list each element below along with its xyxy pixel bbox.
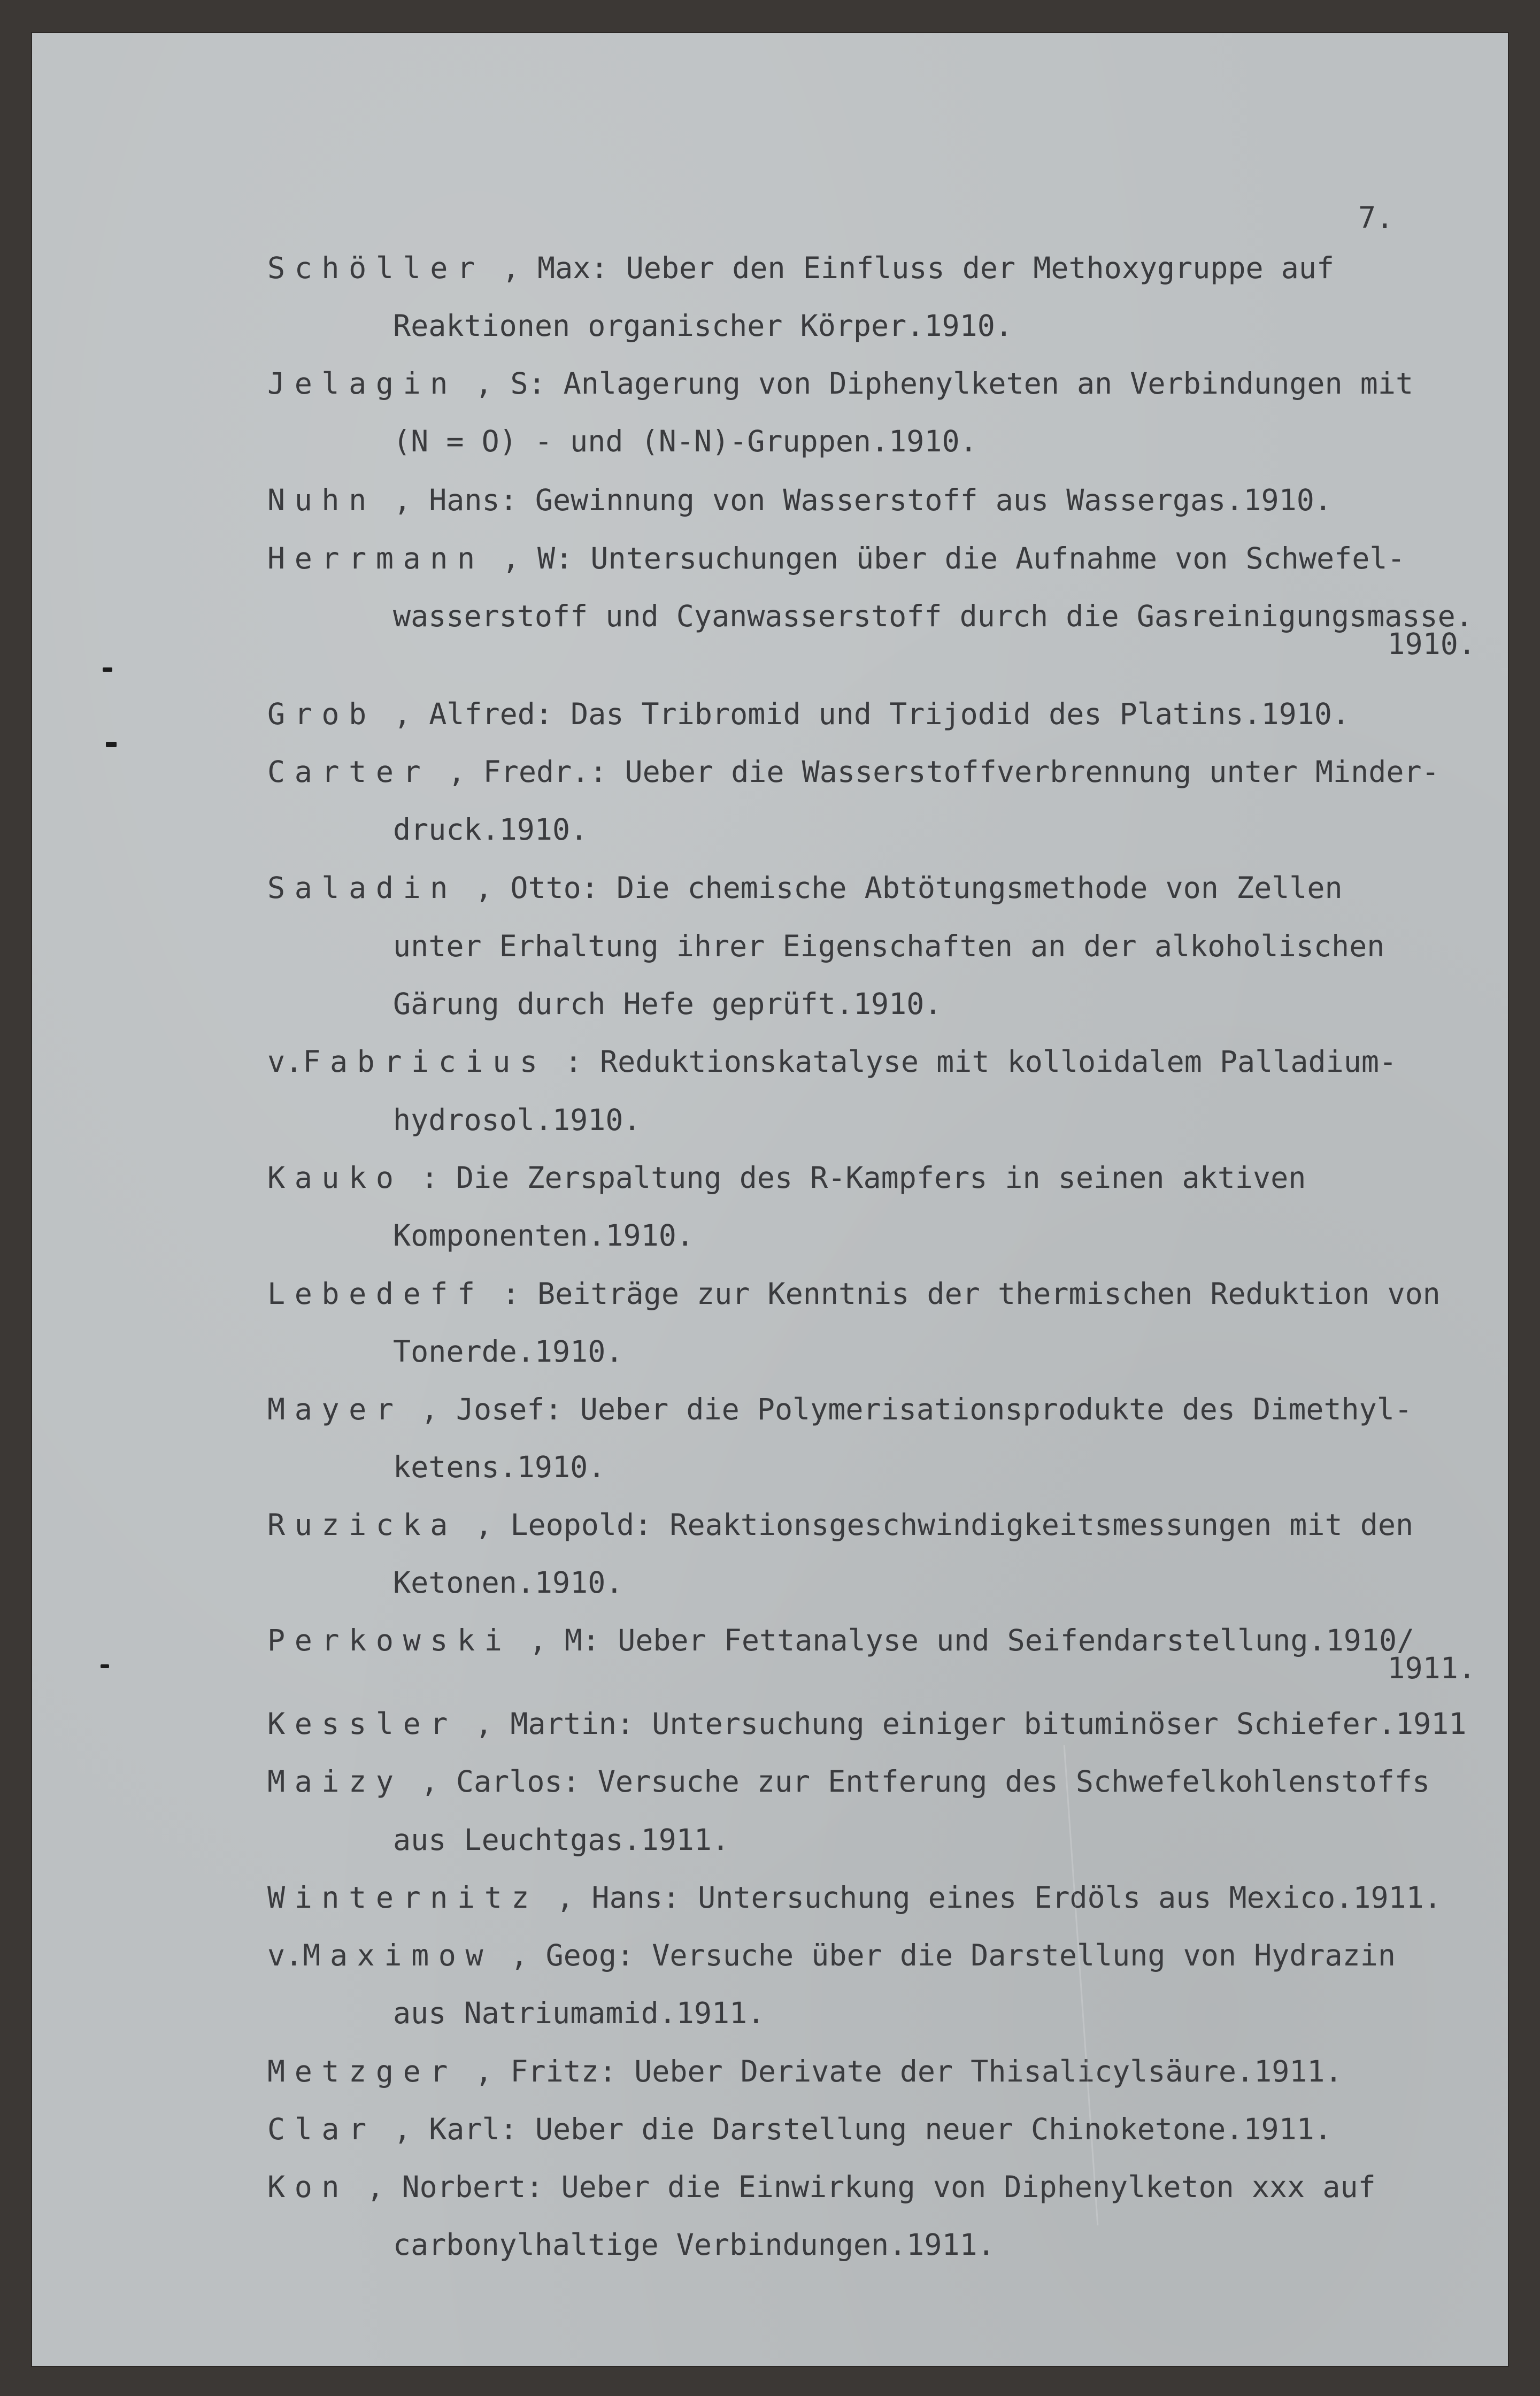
entry-continuation: carbonylhaltige Verbindungen.1911. (393, 2228, 995, 2262)
entry-heading (267, 757, 1439, 787)
entry-heading (267, 1938, 1396, 1972)
author-surname: Kauko (267, 1161, 403, 1195)
entry-continuation: unter Erhaltung ihrer Eigenschaften an der alkoholischen (393, 929, 1385, 963)
entry-heading (267, 1510, 1413, 1540)
entry-title: , Hans: Gewinnung von Wasserstoff aus Wassergas.1910. (375, 483, 1332, 517)
author-surname: Lebedeff (267, 1277, 484, 1311)
entry-continuation: ketens.1910. (393, 1450, 606, 1484)
entry-title: , Alfred: Das Tribromid und Trijodid des Platins.1910. (375, 697, 1350, 731)
entry-title: , Geog: Versuche über die Darstellung von Hydrazin (492, 1938, 1396, 1972)
author-surname: Carter (267, 755, 430, 789)
entry-title: , Josef: Ueber die Polymerisationsprodukte des Dimethyl- (403, 1392, 1413, 1426)
entry-heading (267, 1709, 1466, 1739)
name-prefix: v. (267, 1045, 303, 1079)
entry-heading (267, 2112, 1332, 2146)
entry-title: , Max: Ueber den Einfluss der Methoxygruppe auf (484, 251, 1335, 285)
entry-title: , W: Untersuchungen über die Aufnahme von Schwefel- (484, 541, 1405, 575)
entry-continuation: wasserstoff und Cyanwasserstoff durch die Gasreinigungsmasse. (393, 599, 1473, 633)
entry-title: : Die Zerspaltung des R-Kampfers in seinen aktiven (403, 1161, 1306, 1195)
author-surname: Perkowski (267, 1623, 512, 1657)
entry-title: , Leopold: Reaktionsgeschwindigkeitsmessungen mit den (457, 1508, 1414, 1542)
entry-heading (267, 1163, 1306, 1193)
entry-heading (267, 1880, 1442, 1915)
author-surname: Kon (267, 2170, 349, 2204)
author-surname: Kessler (267, 1707, 457, 1741)
entry-heading (267, 366, 1414, 401)
entry-title: , M: Ueber Fettanalyse und Seifendarstellung.1910/ (511, 1623, 1415, 1657)
name-prefix: v. (267, 1938, 303, 1972)
author-surname: Metzger (267, 2054, 457, 2088)
entry-continuation: Komponenten.1910. (393, 1218, 694, 1253)
entry-heading (267, 1623, 1415, 1657)
entry-continuation: druck.1910. (393, 812, 588, 847)
entry-title: : Reduktionskatalyse mit kolloidalem Palladium- (546, 1045, 1397, 1079)
entry-continuation: Ketonen.1910. (393, 1565, 623, 1600)
author-surname: Nuhn (267, 483, 376, 517)
entry-title: , Karl: Ueber die Darstellung neuer Chinoketone.1911. (375, 2112, 1332, 2146)
entry-title: , S: Anlagerung von Diphenylketen an Verbindungen mit (457, 366, 1414, 401)
entry-title: , Fredr.: Ueber die Wasserstoffverbrennung unter Minder- (430, 755, 1439, 789)
entry-continuation: Gärung durch Hefe geprüft.1910. (393, 987, 942, 1021)
entry-continuation: aus Leuchtgas.1911. (393, 1823, 730, 1857)
entry-title: , Martin: Untersuchung einiger bituminöser Schiefer.1911 (457, 1707, 1467, 1741)
entry-heading (267, 1279, 1441, 1309)
author-surname: Clar (267, 2112, 376, 2146)
entry-heading (267, 2054, 1343, 2088)
entry-heading (267, 251, 1335, 285)
margin-mark (103, 667, 112, 672)
author-surname: Ruzicka (267, 1508, 457, 1542)
entry-title: , Carlos: Versuche zur Entferung des Schwefelkohlenstoffs (403, 1764, 1430, 1799)
author-surname: Saladin (267, 871, 457, 905)
margin-mark (106, 742, 117, 747)
entry-title: : Beiträge zur Kenntnis der thermischen Reduktion von (484, 1277, 1441, 1311)
margin-mark (101, 1664, 109, 1668)
author-surname: Mayer (267, 1392, 403, 1426)
entry-title: , Hans: Untersuchung eines Erdöls aus Mexico.1911. (538, 1880, 1442, 1915)
author-surname: Winternitz (267, 1880, 539, 1915)
entry-heading (267, 483, 1332, 517)
author-surname: Maizy (267, 1764, 403, 1799)
entry-heading (267, 2172, 1376, 2202)
page-number: 7. (1358, 201, 1394, 235)
entry-continuation: Tonerde.1910. (393, 1334, 623, 1369)
document-page (32, 33, 1508, 2366)
entry-continuation: 1911. (1387, 1651, 1476, 1685)
entry-continuation: 1910. (1387, 627, 1476, 661)
entry-continuation: hydrosol.1910. (393, 1103, 641, 1137)
author-surname: Jelagin (267, 366, 457, 401)
author-surname: Maximow (303, 1938, 493, 1972)
entry-heading (267, 1764, 1430, 1799)
entry-continuation: Reaktionen organischer Körper.1910. (393, 309, 1013, 343)
author-surname: Schöller (267, 251, 484, 285)
author-surname: Fabricius (303, 1045, 547, 1079)
entry-title: , Norbert: Ueber die Einwirkung von Diphenylketon xxx auf (349, 2170, 1376, 2204)
entry-heading (267, 541, 1405, 575)
author-surname: Grob (267, 697, 376, 731)
entry-heading (267, 697, 1350, 731)
entry-title: , Otto: Die chemische Abtötungsmethode von Zellen (457, 871, 1343, 905)
entry-title: , Fritz: Ueber Derivate der Thisalicylsäure.1911. (457, 2054, 1343, 2088)
entry-heading (267, 1047, 1397, 1077)
entry-continuation: aus Natriumamid.1911. (393, 1996, 765, 2030)
entry-heading (267, 873, 1343, 903)
author-surname: Herrmann (267, 541, 484, 575)
entry-heading (267, 1392, 1413, 1426)
entry-continuation: (N = O) - und (N-N)-Gruppen.1910. (393, 424, 977, 458)
